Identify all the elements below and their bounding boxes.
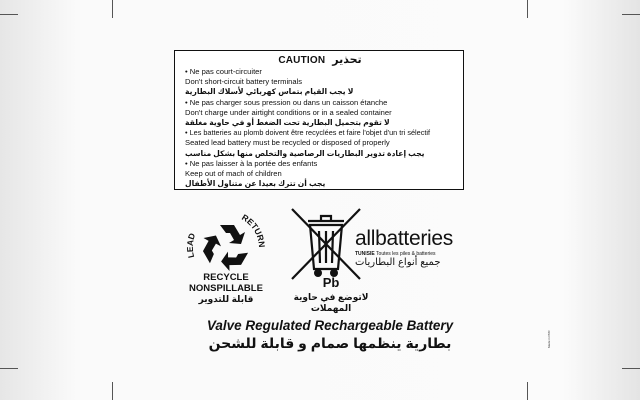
svg-text:LEAD: [185, 232, 198, 259]
svg-text:RETURN: [240, 212, 267, 248]
crop-mark: [0, 14, 18, 15]
crop-mark: [622, 368, 640, 369]
caution-line: Don't short-circuit battery terminals: [185, 77, 303, 87]
recycle-block: [172, 205, 280, 310]
brand-logo: [355, 228, 470, 268]
recycle-label-ar: قابلة للتدوير: [198, 294, 254, 304]
caution-heading: [185, 54, 455, 67]
product-title-en: Valve Regulated Rechargeable Battery: [206, 318, 454, 333]
bin-label-ar: لاتوضع في حاوية المهملات: [293, 292, 369, 313]
caution-line-ar: يجب إعادة تدوير البطاريات الرصاصية والتخلص منها بشكل مناسب: [185, 148, 425, 158]
caution-line: • Ne pas court-circuiter: [185, 67, 262, 76]
brand-name: allbatteries: [355, 227, 453, 250]
crop-mark: [112, 0, 113, 18]
caution-lines: [185, 67, 455, 189]
crop-mark: [0, 368, 18, 369]
nonspillable-label: NONSPILLABLE: [189, 283, 263, 294]
caution-line-ar: لا تقوم بتحميل البطارية تحت الضغط أو في حاوية مغلقة: [185, 118, 390, 128]
crop-mark: [527, 0, 528, 18]
caution-heading-ar: تحذير: [332, 54, 362, 66]
caution-line: • Ne pas charger sous pression ou dans un caisson étanche: [185, 97, 388, 107]
caution-line: Don't charge under airtight conditions or in a sealed container: [185, 107, 392, 117]
caution-heading-en: CAUTION: [278, 55, 326, 66]
return-label: RETURN: [240, 212, 268, 248]
caution-line: Keep out of mach of children: [185, 169, 282, 179]
crop-mark: [527, 382, 528, 400]
recycle-label: RECYCLE: [203, 272, 249, 283]
crop-mark: [622, 14, 640, 15]
pb-symbol: Pb: [322, 275, 340, 290]
brand-tagline: Toutes les piles & batteries: [376, 251, 436, 257]
caution-box: [174, 50, 464, 190]
made-in-note: Made in PRC: [547, 330, 551, 348]
brand-name-ar: جميع أنواع البطاريات: [355, 257, 441, 268]
crop-mark: [112, 382, 113, 400]
caution-line: • Les batteries au plomb doivent être recyclées et faire l'objet d'un tri sélectif: [185, 128, 431, 138]
caution-line-ar: لا يجب القيام بتماس كهربائي لأسلاك البطارية: [185, 87, 354, 97]
lead-label: LEAD: [184, 231, 198, 259]
caution-line: Seated lead battery must be recycled or disposed of properly: [185, 138, 390, 148]
brand-country: TUNISIE: [355, 251, 375, 257]
product-title-ar: بطارية ينظمها صمام و قابلة للشحن: [208, 335, 452, 351]
caution-line: • Ne pas laisser à la portée des enfants: [185, 158, 318, 168]
caution-line-ar: يجب أن تترك بعيدا عن متناول الأطفال: [185, 179, 326, 189]
